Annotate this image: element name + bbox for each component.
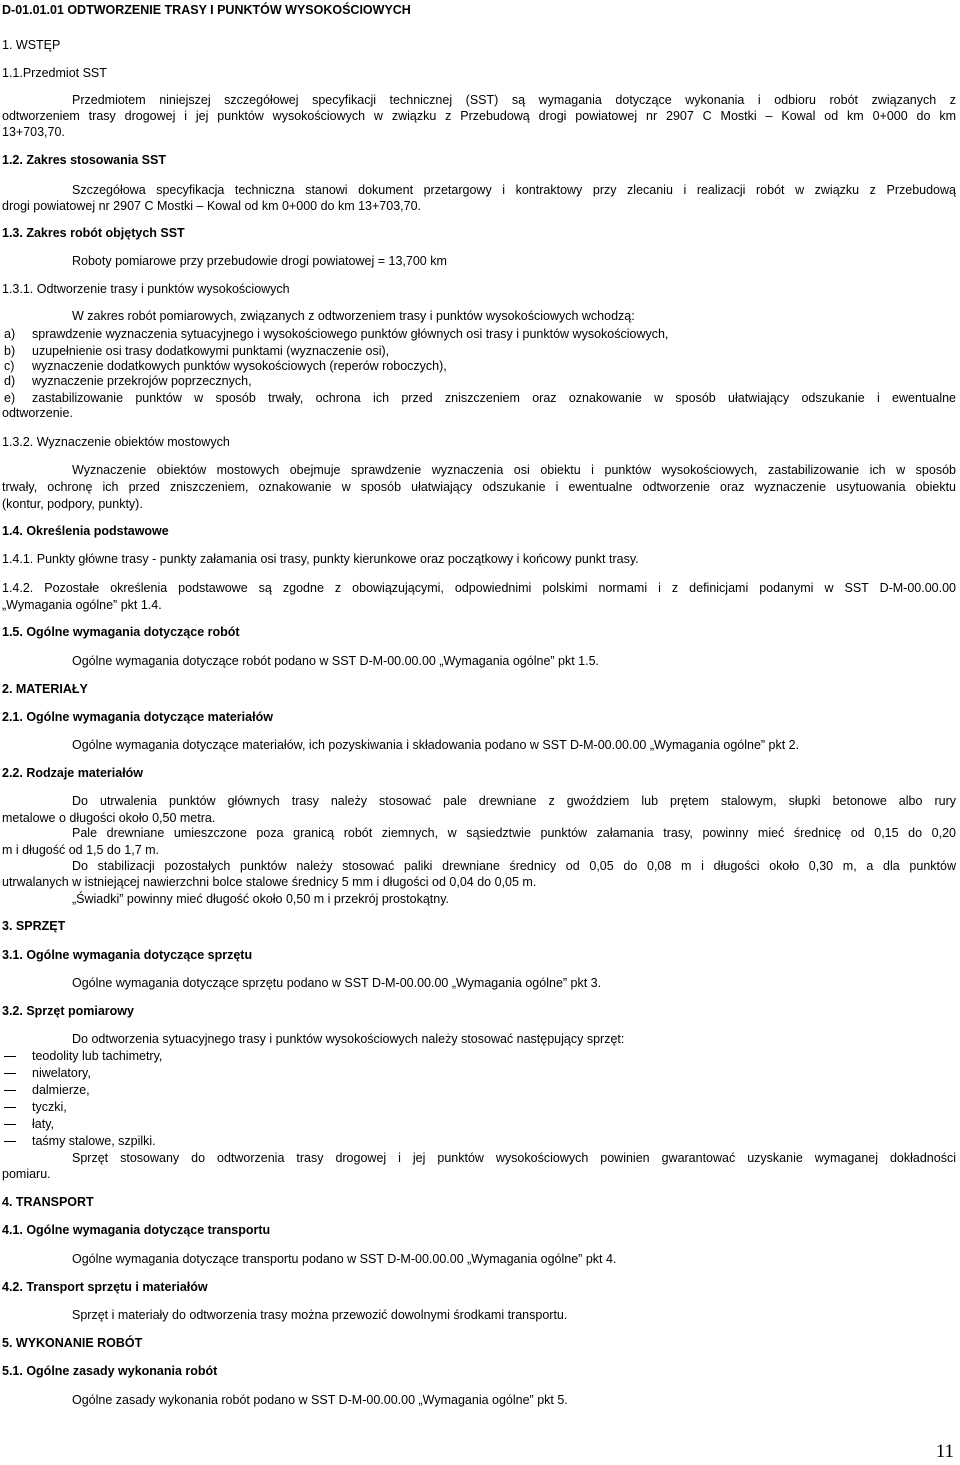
- list-text: uzupełnienie osi trasy dodatkowymi punktami (wyznaczenie osi),: [32, 344, 390, 358]
- paragraph: odtworzeniem trasy drogowej i jej punktów wysokościowych w związku z Przebudową drogi powiatowej nr 2907 C Mostki – Kowal od km 0+000 do km: [2, 109, 956, 123]
- list-text: niwelatory,: [32, 1066, 91, 1080]
- paragraph: Szczegółowa specyfikacja techniczna stanowi dokument przetargowy i kontraktowy przy zlecaniu i realizacji robót w związku z Przebudową: [72, 183, 956, 197]
- paragraph: m i długość od 1,5 do 1,7 m.: [2, 843, 160, 857]
- list-label: a): [4, 327, 16, 341]
- paragraph: Ogólne wymagania dotyczące materiałów, ich pozyskiwania i składowania podano w SST D-M-00.00.00 „Wymagania ogólne” pkt 2.: [72, 738, 800, 752]
- list-text: taśmy stalowe, szpilki.: [32, 1134, 156, 1148]
- section-1-5-heading: 1.5. Ogólne wymagania dotyczące robót: [2, 625, 240, 639]
- dash-bullet-icon: [4, 1141, 16, 1142]
- list-text: łaty,: [32, 1117, 54, 1131]
- paragraph: Sprzęt i materiały do odtworzenia trasy można przewozić dowolnymi środkami transportu.: [72, 1308, 568, 1322]
- section-3-1-heading: 3.1. Ogólne wymagania dotyczące sprzętu: [2, 948, 253, 962]
- section-1-1-heading: 1.1.Przedmiot SST: [2, 66, 107, 80]
- dash-bullet-icon: [4, 1073, 16, 1074]
- paragraph: Ogólne wymagania dotyczące robót podano w SST D-M-00.00.00 „Wymagania ogólne” pkt 1.5.: [72, 654, 600, 668]
- section-4-1-heading: 4.1. Ogólne wymagania dotyczące transportu: [2, 1223, 271, 1237]
- dash-bullet-icon: [4, 1107, 16, 1108]
- paragraph: metalowe o długości około 0,50 metra.: [2, 811, 216, 825]
- section-3-heading: 3. SPRZĘT: [2, 919, 66, 933]
- section-5-1-heading: 5.1. Ogólne zasady wykonania robót: [2, 1364, 218, 1378]
- paragraph: Do utrwalenia punktów głównych trasy należy stosować pale drewniane z gwoździem lub prętem stalowym, słupki betonowe albo rury: [72, 794, 956, 808]
- section-1-3-2-heading: 1.3.2. Wyznaczenie obiektów mostowych: [2, 435, 230, 449]
- section-4-2-heading: 4.2. Transport sprzętu i materiałów: [2, 1280, 208, 1294]
- list-text: wyznaczenie dodatkowych punktów wysokościowych (reperów roboczych),: [32, 359, 447, 373]
- list-label: d): [4, 374, 16, 388]
- paragraph: Ogólne wymagania dotyczące transportu podano w SST D-M-00.00.00 „Wymagania ogólne” pkt 4.: [72, 1252, 617, 1266]
- paragraph: Sprzęt stosowany do odtworzenia trasy drogowej i jej punktów wysokościowych powinien gwarantować uzyskanie wymaganej dokładności: [72, 1151, 956, 1165]
- paragraph: pomiaru.: [2, 1167, 51, 1181]
- paragraph: Roboty pomiarowe przy przebudowie drogi powiatowej = 13,700 km: [72, 254, 447, 268]
- dash-bullet-icon: [4, 1124, 16, 1125]
- paragraph: 1.4.2. Pozostałe określenia podstawowe są zgodne z obowiązującymi, odpowiednimi polskimi normami i z definicjami podanymi w SST D-M-00.00.00: [2, 581, 956, 595]
- list-label: b): [4, 344, 16, 358]
- paragraph: utrwalanych w istniejącej nawierzchni bolce stalowe średnicy 5 mm i długości od 0,04 do 0,05 m.: [2, 875, 537, 889]
- list-text: teodolity lub tachimetry,: [32, 1049, 163, 1063]
- section-3-2-heading: 3.2. Sprzęt pomiarowy: [2, 1004, 134, 1018]
- paragraph: trwały, ochronę ich przed zniszczeniem, oznakowanie w sposób ułatwiający odszukanie i ewentualne odtworzenie oraz wyznaczenie usytuowania obiektu: [2, 480, 956, 494]
- paragraph: W zakres robót pomiarowych, związanych z odtworzeniem trasy i punktów wysokościowych wchodzą:: [72, 309, 635, 323]
- paragraph: odtworzenie.: [2, 406, 73, 420]
- paragraph: „Wymagania ogólne” pkt 1.4.: [2, 598, 162, 612]
- section-1-3-heading: 1.3. Zakres robót objętych SST: [2, 226, 185, 240]
- paragraph: „Świadki” powinny mieć długość około 0,50 m i przekrój prostokątny.: [72, 892, 450, 906]
- section-1-4-heading: 1.4. Określenia podstawowe: [2, 524, 169, 538]
- paragraph: Do odtworzenia sytuacyjnego trasy i punktów wysokościowych należy stosować następujący sprzęt:: [72, 1032, 625, 1046]
- page-number: 11: [935, 1441, 954, 1462]
- paragraph: Do stabilizacji pozostałych punktów należy stosować paliki drewniane średnicy od 0,05 do 0,08 m i długości około 0,30 m, a dla punktów: [72, 859, 956, 873]
- paragraph: Wyznaczenie obiektów mostowych obejmuje sprawdzenie wyznaczenia osi obiektu i punktów wysokościowych, zastabilizowanie ich w sposób: [72, 463, 956, 477]
- section-4-heading: 4. TRANSPORT: [2, 1195, 94, 1209]
- dash-bullet-icon: [4, 1056, 16, 1057]
- section-2-2-heading: 2.2. Rodzaje materiałów: [2, 766, 144, 780]
- list-text: sprawdzenie wyznaczenia sytuacyjnego i wysokościowego punktów głównych osi trasy i punktów wysokościowych,: [32, 327, 669, 341]
- dash-bullet-icon: [4, 1090, 16, 1091]
- list-text: dalmierze,: [32, 1083, 90, 1097]
- document-header: D-01.01.01 ODTWORZENIE TRASY I PUNKTÓW WYSOKOŚCIOWYCH: [2, 3, 411, 17]
- paragraph: Ogólne zasady wykonania robót podano w SST D-M-00.00.00 „Wymagania ogólne” pkt 5.: [72, 1393, 568, 1407]
- section-2-heading: 2. MATERIAŁY: [2, 682, 88, 696]
- paragraph: drogi powiatowej nr 2907 C Mostki – Kowal od km 0+000 do km 13+703,70.: [2, 199, 421, 213]
- paragraph: Przedmiotem niniejszej szczegółowej specyfikacji technicznej (SST) są wymagania dotyczące wykonania i odbioru robót związanych z: [72, 93, 956, 107]
- paragraph: (kontur, podpory, punkty).: [2, 497, 143, 511]
- section-5-heading: 5. WYKONANIE ROBÓT: [2, 1336, 143, 1350]
- list-text: tyczki,: [32, 1100, 67, 1114]
- list-text: zastabilizowanie punktów w sposób trwały, ochrona ich przed zniszczeniem oraz oznakowanie w sposób ułatwiający odszukanie i ewentualne: [32, 391, 956, 405]
- paragraph: Pale drewniane umieszczone poza granicą robót ziemnych, w sąsiedztwie punktów załamania trasy, powinny mieć średnicę od 0,15 do 0,20: [72, 826, 956, 840]
- list-label: e): [4, 391, 16, 405]
- section-1-2-heading: 1.2. Zakres stosowania SST: [2, 153, 166, 167]
- section-1-heading: 1. WSTĘP: [2, 38, 61, 52]
- section-2-1-heading: 2.1. Ogólne wymagania dotyczące materiałów: [2, 710, 273, 724]
- paragraph: Ogólne wymagania dotyczące sprzętu podano w SST D-M-00.00.00 „Wymagania ogólne” pkt 3.: [72, 976, 602, 990]
- paragraph: 13+703,70.: [2, 125, 65, 139]
- section-1-3-1-heading: 1.3.1. Odtworzenie trasy i punktów wysokościowych: [2, 282, 290, 296]
- list-text: wyznaczenie przekrojów poprzecznych,: [32, 374, 252, 388]
- paragraph: 1.4.1. Punkty główne trasy - punkty załamania osi trasy, punkty kierunkowe oraz początkowy i końcowy punkt trasy.: [2, 552, 639, 566]
- list-label: c): [4, 359, 15, 373]
